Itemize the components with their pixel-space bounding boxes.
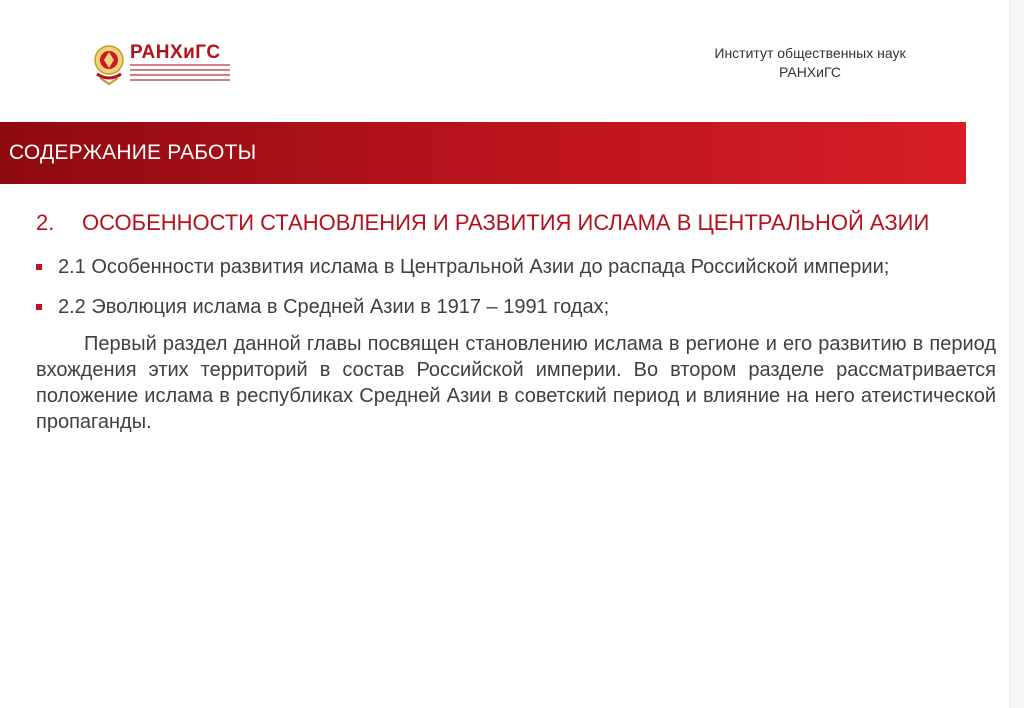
institute-name [690, 44, 930, 82]
slide-content [36, 208, 996, 435]
logo-fine-print [130, 64, 230, 84]
bullet-list [36, 254, 996, 321]
list-item [36, 294, 996, 321]
title-band [0, 122, 966, 184]
list-item-text: 2.2 Эволюция ислама в Средней Азии в 1917 – 1991 годах; [58, 296, 610, 318]
slide-title: СОДЕРЖАНИЕ РАБОТЫ [9, 141, 257, 164]
institute-line-1: Институт общественных наук [714, 45, 906, 61]
section-heading [36, 208, 996, 238]
page-edge [1009, 0, 1024, 708]
logo-text: РАНХиГС [130, 42, 221, 63]
heading-text: ОСОБЕННОСТИ СТАНОВЛЕНИЯ И РАЗВИТИЯ ИСЛАМА В ЦЕНТРАЛЬНОЙ АЗИИ [82, 210, 930, 235]
list-item [36, 254, 996, 281]
institute-line-2: РАНХиГС [778, 64, 842, 80]
body-paragraph: Первый раздел данной главы посвящен становлению ислама в регионе и его развитию в период вхождения этих территорий в состав Российской империи. Во втором разделе рассматривается положение ислама в республиках Средней Азии в советский период и влияние на него атеистической пропаганды. [36, 333, 996, 433]
heading-number: 2. [36, 210, 55, 235]
bullet-marker-icon [36, 304, 42, 310]
bullet-marker-icon [36, 264, 42, 270]
emblem-icon [92, 40, 126, 86]
list-item-text: 2.1 Особенности развития ислама в Центральной Азии до распада Российской империи; [58, 256, 890, 278]
ranepa-logo [92, 40, 232, 86]
